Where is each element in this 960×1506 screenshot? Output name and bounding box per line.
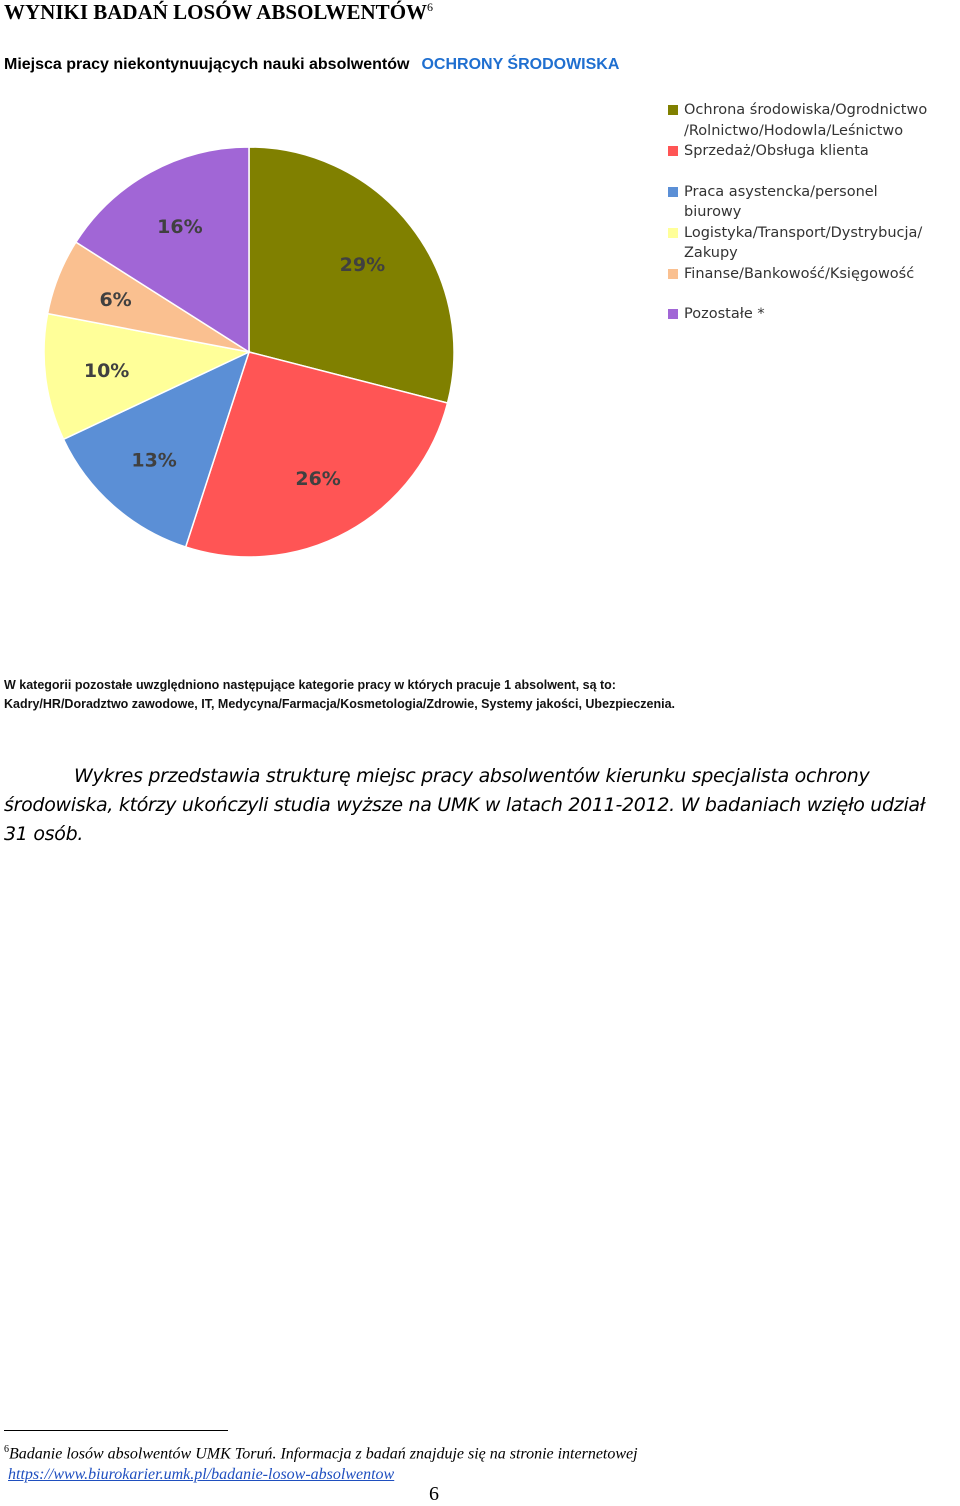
footnote-line1	[4, 1439, 638, 1464]
pie-label-pozosta-e: 16%	[157, 216, 203, 239]
legend-label-sprzedaz: Sprzedaż/Obsługa klienta	[684, 143, 869, 159]
chart-description: Wykres przedstawia strukturę miejsc pracy absolwentów kierunku specjalista ochrony środowiska, którzy ukończyli studia wyższe na UMK w latach 2011-2012. W badaniach wzięło udział 31 osób.	[4, 765, 925, 845]
legend-label-pozostale: Pozostałe *	[684, 306, 765, 322]
legend-label-asystencka-line2: biurowy	[684, 204, 742, 220]
footnote-link[interactable]: https://www.biurokarier.umk.pl/badanie-losow-absolwentow	[8, 1466, 395, 1484]
page-heading	[4, 0, 433, 25]
footnote-divider	[4, 1430, 228, 1431]
footnote-line2	[4, 1464, 638, 1485]
legend-swatch-finanse	[668, 269, 678, 279]
pie-label-logistyka: 10%	[83, 360, 130, 382]
legend-item-ochrona	[668, 100, 960, 141]
legend-swatch-sprzedaz	[668, 146, 678, 156]
legend-item-asystencka	[668, 182, 960, 223]
category-note	[4, 676, 954, 714]
footnote-text: Badanie losów absolwentów UMK Toruń. Informacja z badań znajduje się na stronie internetowej	[9, 1445, 638, 1463]
legend-label-finanse: Finanse/Bankowość/Księgowość	[684, 265, 915, 282]
chart-subtitle-text: Miejsca pracy niekontynuujących nauki absolwentów	[4, 56, 410, 73]
page-number: 6	[429, 1483, 439, 1505]
pie-label-finanse: 6%	[99, 289, 132, 312]
legend-swatch-ochrona	[668, 105, 678, 115]
page-heading-text: WYNIKI BADAŃ LOSÓW ABSOLWENTÓW	[4, 0, 428, 24]
pie-chart	[0, 90, 660, 610]
chart-legend	[668, 100, 960, 325]
legend-label-logistyka-line1: Logistyka/Transport/Dystrybucja/	[684, 224, 923, 241]
pie-label-ochrona-rodowiska: 29%	[339, 254, 386, 276]
legend-swatch-pozostale	[668, 309, 678, 319]
footnote	[4, 1439, 638, 1485]
chart-subtitle-field: OCHRONY ŚRODOWISKA	[421, 56, 620, 73]
legend-label-ochrona-line2: /Rolnictwo/Hodowla/Leśnictwo	[684, 122, 904, 139]
legend-label-logistyka-line2: Zakupy	[684, 245, 738, 261]
legend-label-asystencka-line1: Praca asystencka/personel	[684, 183, 878, 200]
category-note-line2: Kadry/HR/Doradztwo zawodowe, IT, Medycyna/Farmacja/Kosmetologia/Zdrowie, Systemy jakości, Ubezpieczenia.	[4, 697, 676, 711]
heading-footnote-mark: 6	[427, 0, 434, 14]
legend-swatch-logistyka	[668, 228, 678, 238]
pie-label-sprzeda: 26%	[295, 467, 341, 490]
legend-item-pozostale	[668, 304, 960, 325]
legend-label-ochrona-line1: Ochrona środowiska/Ogrodnictwo	[684, 102, 928, 118]
footnote-mark: 6	[4, 1444, 9, 1455]
legend-swatch-asystencka	[668, 187, 678, 197]
legend-item-sprzedaz	[668, 141, 960, 162]
legend-item-finanse	[668, 264, 960, 285]
legend-item-logistyka	[668, 223, 960, 264]
category-note-line1: W kategorii pozostałe uwzględniono następujące kategorie pracy w których pracuje 1 absolwent, są to:	[4, 678, 616, 692]
chart-subtitle	[4, 56, 619, 74]
pie-label-praca-asystencka: 13%	[131, 449, 177, 472]
